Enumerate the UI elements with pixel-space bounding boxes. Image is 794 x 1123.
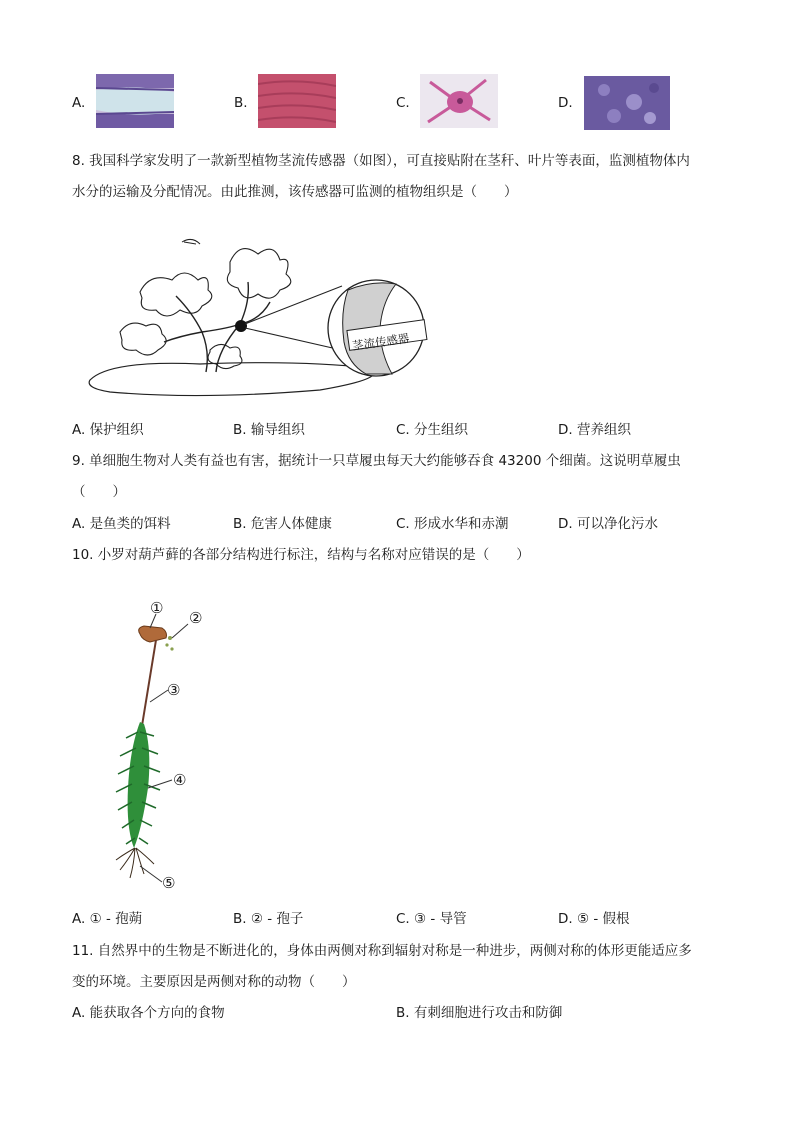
option-letter: D.: [558, 95, 573, 111]
q9-option-d[interactable]: D. 可以净化污水: [558, 516, 658, 532]
q9-option-a[interactable]: A. 是鱼类的饵料: [72, 516, 171, 532]
callout-3: ③: [167, 681, 181, 699]
q9-stem-line2: （ ）: [72, 484, 126, 500]
q10-option-d[interactable]: D. ⑤ - 假根: [558, 911, 630, 927]
q11-option-b[interactable]: B. 有刺细胞进行攻击和防御: [396, 1005, 563, 1021]
callout-5: ⑤: [162, 874, 176, 892]
q8-stem-line2: 水分的运输及分配情况。由此推测，该传感器可监测的植物组织是（ ）: [72, 184, 518, 200]
q8-option-d[interactable]: D. 营养组织: [558, 422, 631, 438]
q11-stem-line1: 11. 自然界中的生物是不断进化的，身体由两侧对称到辐射对称是一种进步，两侧对称的体形更能适应多: [72, 943, 692, 959]
columnar-epithelium-micrograph: [96, 74, 174, 128]
neuron-micrograph: [420, 74, 498, 128]
connective-tissue-micrograph: [584, 76, 670, 130]
q8-option-a[interactable]: A. 保护组织: [72, 422, 144, 438]
stem-flow-sensor-figure: [80, 232, 440, 402]
q10-option-b[interactable]: B. ② - 孢子: [233, 911, 304, 927]
sensor-label: 茎流传感器: [351, 331, 411, 353]
muscle-tissue-micrograph: [258, 74, 336, 128]
q9-option-c[interactable]: C. 形成水华和赤潮: [396, 516, 509, 532]
q8-option-c[interactable]: C. 分生组织: [396, 422, 469, 438]
option-letter: C.: [396, 95, 410, 111]
q10-option-a[interactable]: A. ① - 孢蒴: [72, 911, 143, 927]
moss-plant-figure: [110, 598, 220, 893]
q9-stem-line1: 9. 单细胞生物对人类有益也有害，据统计一只草履虫每天大约能够吞食 43200 个细菌。这说明草履虫: [72, 453, 681, 469]
option-letter: A.: [72, 95, 86, 111]
q11-option-a[interactable]: A. 能获取各个方向的食物: [72, 1005, 225, 1021]
callout-1: ①: [150, 599, 164, 617]
callout-2: ②: [189, 609, 203, 627]
q10-stem: 10. 小罗对葫芦藓的各部分结构进行标注，结构与名称对应错误的是（ ）: [72, 547, 530, 563]
option-letter: B.: [234, 95, 248, 111]
q9-option-b[interactable]: B. 危害人体健康: [233, 516, 332, 532]
q11-stem-line2: 变的环境。主要原因是两侧对称的动物（ ）: [72, 974, 356, 990]
q10-option-c[interactable]: C. ③ - 导管: [396, 911, 467, 927]
callout-4: ④: [173, 771, 187, 789]
q8-option-b[interactable]: B. 输导组织: [233, 422, 305, 438]
q8-stem-line1: 8. 我国科学家发明了一款新型植物茎流传感器（如图），可直接贴附在茎秆、叶片等表面，监测植物体内: [72, 153, 690, 169]
